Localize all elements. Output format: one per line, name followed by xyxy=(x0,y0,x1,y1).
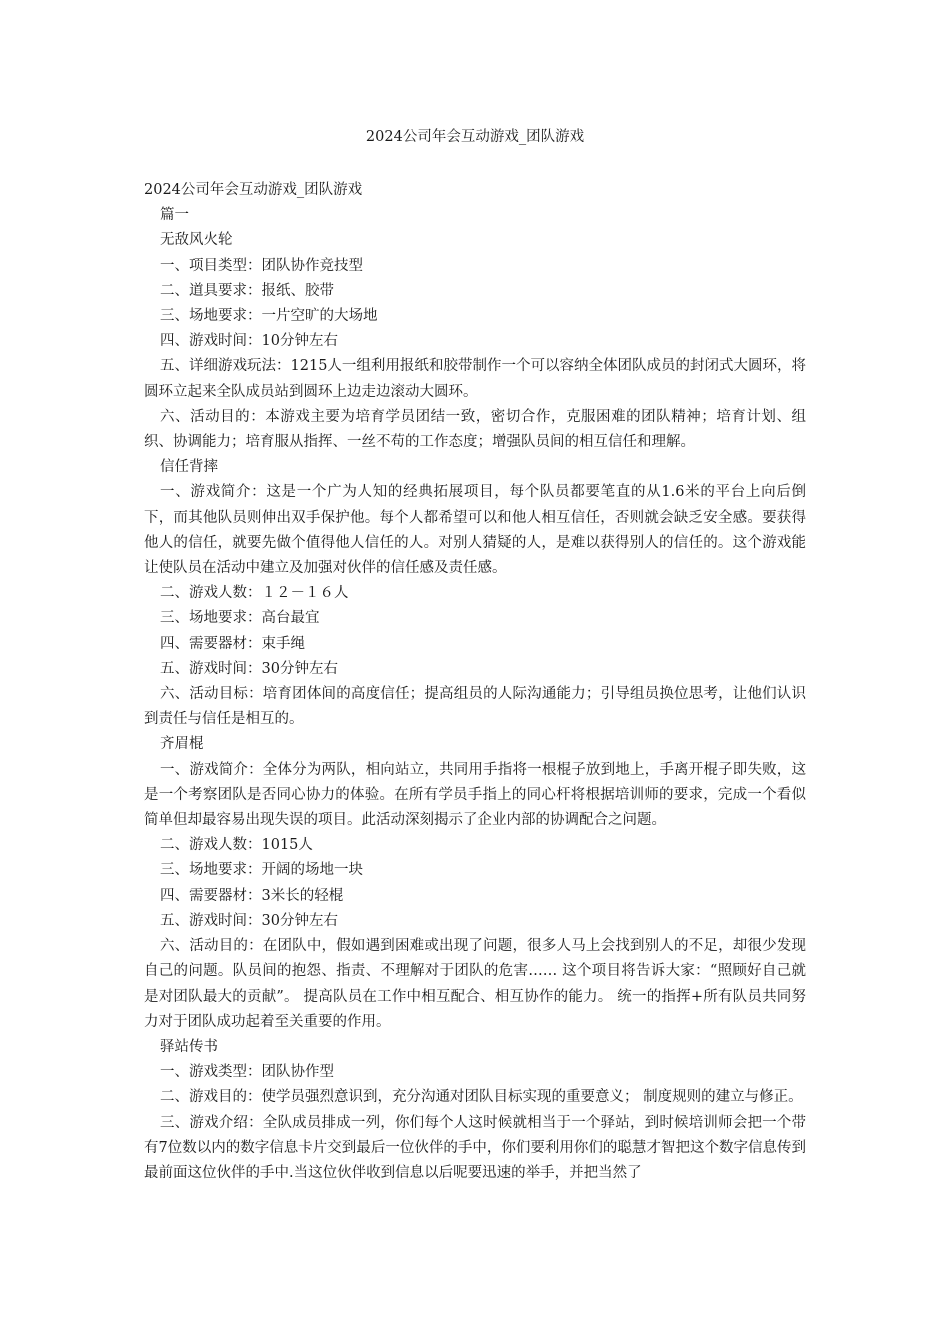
paragraph: 二、游戏人数：1015人 xyxy=(160,837,313,854)
game-heading: 信任背摔 xyxy=(160,459,218,476)
paragraph: 一、游戏类型：团队协作型 xyxy=(160,1064,334,1081)
paragraph: 一、游戏简介：这是一个广为人知的经典拓展项目，每个队员都要笔直的从1.6米的平台上向后倒下，而其他队员则伸出双手保护他。每个人都希望可以和他人相互信任，否则就会缺乏安全感。要获得他人的信任，就要先做个值得他人信任的人。对别人猜疑的人，是难以获得别人的信任的。这个游戏能让使队员在活动中建立及加强对伙伴的信任感及责任感。 xyxy=(144,484,806,577)
paragraph: 六、活动目标：培育团体间的高度信任；提高组员的人际沟通能力；引导组员换位思考，让他们认识到责任与信任是相互的。 xyxy=(144,686,806,728)
document-subtitle: 2024公司年会互动游戏_团队游戏 xyxy=(144,182,363,198)
paragraph: 五、游戏时间：30分钟左右 xyxy=(160,912,338,929)
paragraph: 四、需要器材：3米长的轻棍 xyxy=(160,887,344,904)
paragraph: 二、游戏目的：使学员强烈意识到，充分沟通对团队目标实现的重要意义； 制度规则的建立与修正。 xyxy=(160,1089,803,1106)
paragraph: 二、道具要求：报纸、胶带 xyxy=(160,282,334,299)
paragraph: 五、详细游戏玩法：1215人一组利用报纸和胶带制作一个可以容纳全体团队成员的封闭式大圆环，将圆环立起来全队成员站到圆环上边走边滚动大圆环。 xyxy=(144,358,806,400)
section-label: 篇一 xyxy=(160,207,189,224)
paragraph: 三、场地要求：开阔的场地一块 xyxy=(160,862,363,879)
document-body xyxy=(144,178,806,1186)
paragraph: 四、游戏时间：10分钟左右 xyxy=(160,333,338,350)
paragraph: 二、游戏人数：１２－１６人 xyxy=(160,585,349,602)
page-title: 2024公司年会互动游戏_团队游戏 xyxy=(365,129,585,145)
game-heading: 齐眉棍 xyxy=(160,736,204,753)
paragraph: 一、项目类型：团队协作竞技型 xyxy=(160,257,363,274)
paragraph: 三、场地要求：高台最宜 xyxy=(160,610,320,627)
game-heading: 无敌风火轮 xyxy=(160,232,233,249)
paragraph: 一、游戏简介：全体分为两队，相向站立，共同用手指将一根棍子放到地上，手离开棍子即失败，这是一个考察团队是否同心协力的体验。在所有学员手指上的同心杆将根据培训师的要求，完成一个看似简单但却最容易出现失误的项目。此活动深刻揭示了企业内部的协调配合之问题。 xyxy=(144,761,806,829)
paragraph: 三、场地要求：一片空旷的大场地 xyxy=(160,308,378,325)
paragraph: 六、活动目的：本游戏主要为培育学员团结一致，密切合作，克服困难的团队精神；培育计划、组织、协调能力；培育服从指挥、一丝不苟的工作态度；增强队员间的相互信任和理解。 xyxy=(144,408,806,451)
paragraph: 五、游戏时间：30分钟左右 xyxy=(160,660,338,677)
paragraph: 四、需要器材：束手绳 xyxy=(160,635,305,652)
paragraph: 六、活动目的：在团队中，假如遇到困难或出现了问题，很多人马上会找到别人的不足，却很少发现自己的问题。队员间的抱怨、指责、不理解对于团队的危害…… 这个项目将告诉大家：“照顾好自己就是对团队最大的贡献”。 提高队员在工作中相互配合、相互协作的能力。 统一的指挥+所有队员共同努力对于团队成功起着至关重要的作用。 xyxy=(144,938,806,1030)
paragraph: 三、游戏介绍：全队成员排成一列，你们每个人这时候就相当于一个驿站，到时候培训师会把一个带有7位数以内的数字信息卡片交到最后一位伙伴的手中，你们要利用你们的聪慧才智把这个数字信息传到最前面这位伙伴的手中.当这位伙伴收到信息以后呢要迅速的举手，并把当然了 xyxy=(144,1114,806,1181)
game-heading: 驿站传书 xyxy=(160,1038,218,1055)
